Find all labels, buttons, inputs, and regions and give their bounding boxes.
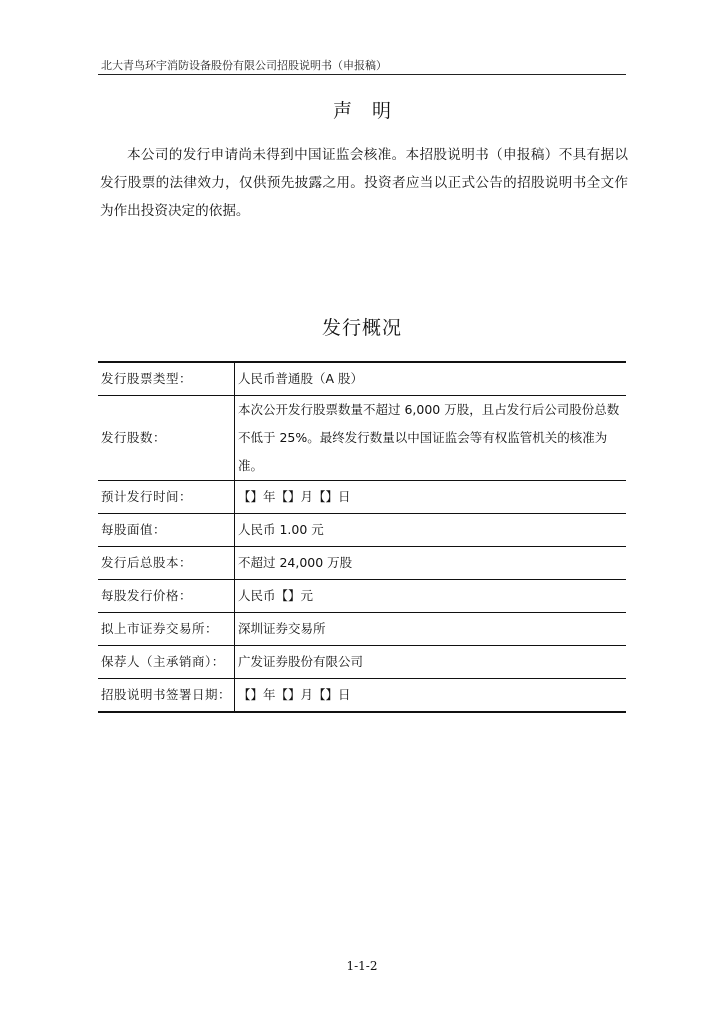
running-header: 北大青鸟环宇消防设备股份有限公司招股说明书（申报稿） <box>101 59 387 72</box>
table-row-issue-price <box>98 580 626 613</box>
row-label: 每股面值： <box>98 514 235 547</box>
overview-title: 发行概况 <box>321 317 402 339</box>
row-label: 拟上市证券交易所： <box>98 613 235 646</box>
table-row-sponsor <box>98 646 626 679</box>
row-label: 发行股数： <box>98 396 235 481</box>
declaration-body: 本公司的发行申请尚未得到中国证监会核准。本招股说明书（申报稿）不具有据以发行股票的法律效力，仅供预先披露之用。投资者应当以正式公告的招股说明书全文作为作出投资决定的依据。 <box>100 147 628 219</box>
table-row-stock-type <box>98 362 626 396</box>
row-label: 预计发行时间： <box>98 481 235 514</box>
table-row-exchange <box>98 613 626 646</box>
row-value: 人民币普通股（A 股） <box>238 371 364 386</box>
row-value: 广发证券股份有限公司 <box>235 646 627 679</box>
table-row-total-shares <box>98 547 626 580</box>
header-divider <box>98 74 626 75</box>
declaration-title: 声明 <box>332 100 411 122</box>
row-label: 招股说明书签署日期： <box>98 679 235 713</box>
row-label: 发行后总股本： <box>98 547 235 580</box>
table-row-issue-date <box>98 481 626 514</box>
offer-overview-table <box>98 361 626 713</box>
table-row-share-count <box>98 396 626 481</box>
row-label: 发行股票类型： <box>98 362 235 396</box>
page-number: 1-1-2 <box>346 959 378 973</box>
row-label: 保荐人（主承销商）： <box>98 646 235 679</box>
row-label: 每股发行价格： <box>98 580 235 613</box>
row-value: 人民币【】元 <box>235 580 627 613</box>
row-value: 不超过 24,000 万股 <box>235 547 627 580</box>
row-value: 深圳证券交易所 <box>235 613 627 646</box>
table-row-par-value <box>98 514 626 547</box>
row-value: 本次公开发行股票数量不超过 6,000 万股，且占发行后公司股份总数不低于 25%。最终发行数量以中国证监会等有权监管机关的核准为准。 <box>235 396 627 481</box>
row-value: 【】年【】月【】日 <box>235 481 627 514</box>
row-value: 人民币 1.00 元 <box>235 514 627 547</box>
table-row-signing-date <box>98 679 626 713</box>
row-value: 【】年【】月【】日 <box>235 679 627 713</box>
